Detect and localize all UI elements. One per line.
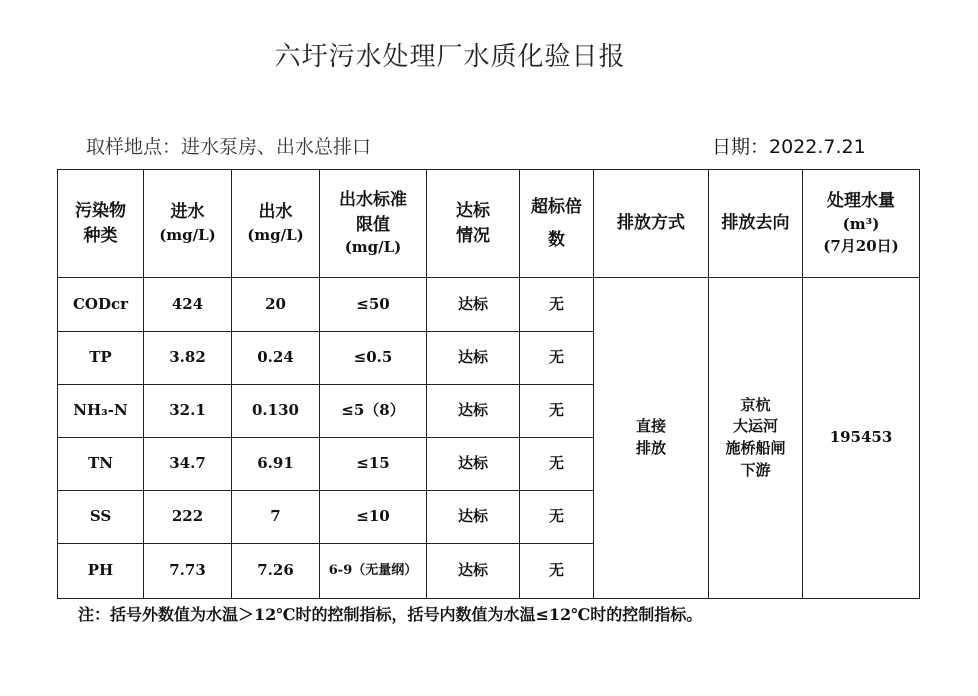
- header-destination: 排放去向: [709, 170, 803, 278]
- report-title: 六圩污水处理厂水质化验日报: [274, 42, 626, 72]
- header-exceed: 超标倍 数: [520, 170, 594, 278]
- sampling-location: 取样地点：进水泵房、出水总排口: [86, 136, 372, 158]
- header-outflow: 出水 (mg/L): [232, 170, 320, 278]
- discharge-destination-cell: 京杭 大运河 施桥船闸 下游: [709, 278, 803, 599]
- pollutant-cell: SS: [58, 491, 144, 544]
- status-cell: 达标: [427, 332, 520, 385]
- status-cell: 达标: [427, 385, 520, 438]
- exceed-cell: 无: [520, 491, 594, 544]
- limit-cell: ≤15: [320, 438, 427, 491]
- outflow-cell: 7.26: [232, 544, 320, 599]
- inflow-cell: 34.7: [144, 438, 232, 491]
- pollutant-cell: NH₃-N: [58, 385, 144, 438]
- treated-volume-cell: 195453: [803, 278, 920, 599]
- header-inflow: 进水 (mg/L): [144, 170, 232, 278]
- limit-cell: ≤5（8）: [320, 385, 427, 438]
- inflow-cell: 7.73: [144, 544, 232, 599]
- exceed-cell: 无: [520, 544, 594, 599]
- header-volume: 处理水量 (m³) (7月20日): [803, 170, 920, 278]
- inflow-cell: 222: [144, 491, 232, 544]
- status-cell: 达标: [427, 278, 520, 332]
- outflow-cell: 7: [232, 491, 320, 544]
- table-row: [58, 278, 920, 332]
- report-date: 日期：2022.7.21: [712, 136, 866, 158]
- footnote: 注：括号外数值为水温＞12℃时的控制指标，括号内数值为水温≤12℃时的控制指标。: [78, 605, 703, 624]
- limit-cell: ≤10: [320, 491, 427, 544]
- exceed-cell: 无: [520, 438, 594, 491]
- limit-cell: 6-9（无量纲）: [320, 544, 427, 599]
- discharge-method-cell: 直接 排放: [594, 278, 709, 599]
- outflow-cell: 0.24: [232, 332, 320, 385]
- outflow-cell: 20: [232, 278, 320, 332]
- pollutant-cell: PH: [58, 544, 144, 599]
- limit-cell: ≤50: [320, 278, 427, 332]
- water-quality-table: [57, 169, 920, 599]
- pollutant-cell: TN: [58, 438, 144, 491]
- inflow-cell: 424: [144, 278, 232, 332]
- header-limit: 出水标准 限值 (mg/L): [320, 170, 427, 278]
- outflow-cell: 0.130: [232, 385, 320, 438]
- header-method: 排放方式: [594, 170, 709, 278]
- limit-cell: ≤0.5: [320, 332, 427, 385]
- inflow-cell: 32.1: [144, 385, 232, 438]
- exceed-cell: 无: [520, 278, 594, 332]
- status-cell: 达标: [427, 438, 520, 491]
- pollutant-cell: TP: [58, 332, 144, 385]
- status-cell: 达标: [427, 544, 520, 599]
- header-status: 达标 情况: [427, 170, 520, 278]
- exceed-cell: 无: [520, 385, 594, 438]
- pollutant-cell: CODcr: [58, 278, 144, 332]
- outflow-cell: 6.91: [232, 438, 320, 491]
- status-cell: 达标: [427, 491, 520, 544]
- inflow-cell: 3.82: [144, 332, 232, 385]
- exceed-cell: 无: [520, 332, 594, 385]
- header-pollutant: 污染物 种类: [58, 170, 144, 278]
- table-header-row: [58, 170, 920, 278]
